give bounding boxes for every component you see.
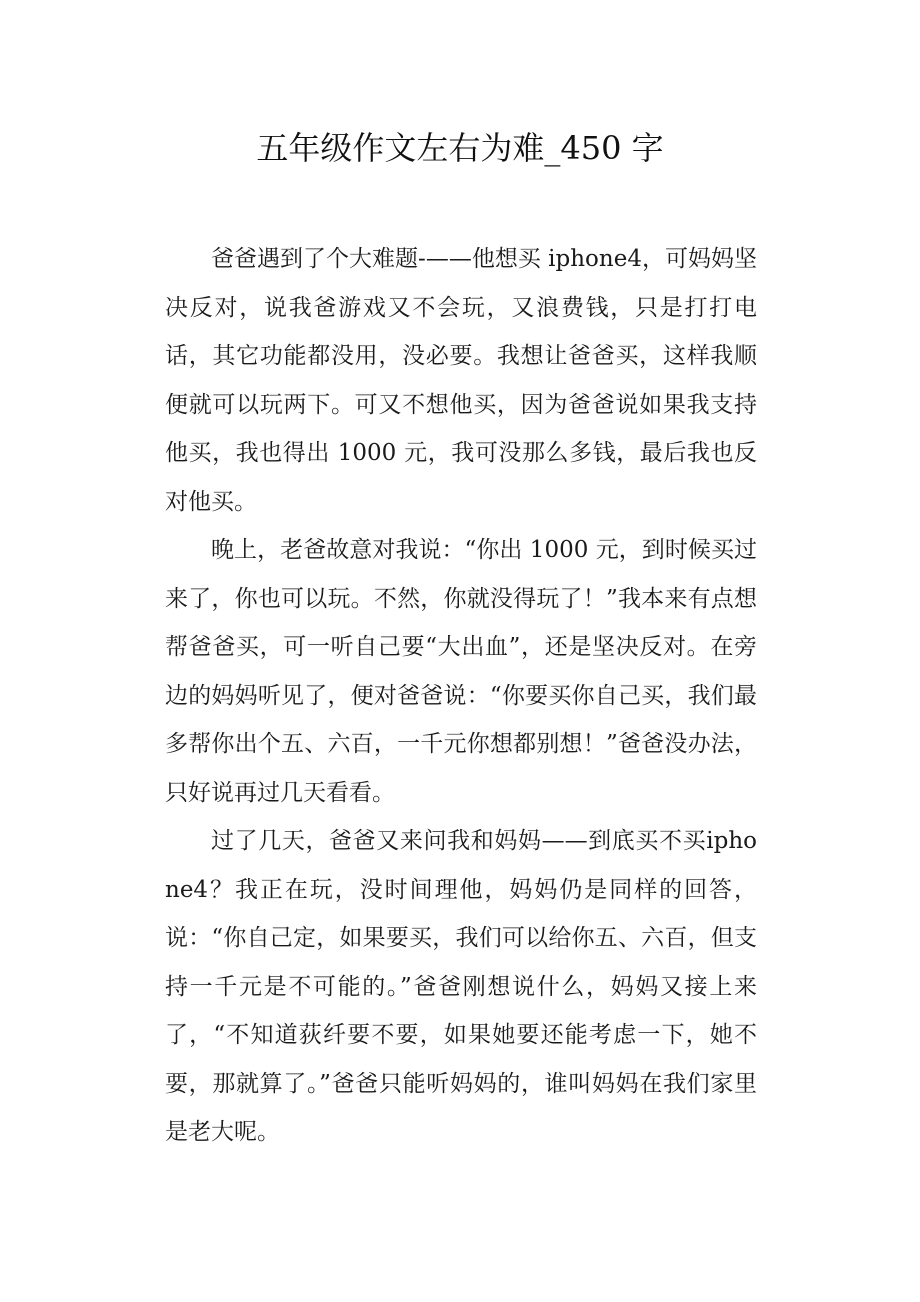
paragraph: 爸爸遇到了个大难题-——他想买 iphone4，可妈妈坚决反对，说我爸游戏又不会玩，又浪费钱，只是打打电话，其它功能都没用，没必要。我想让爸爸买，这样我顺便就可以玩两下。可又不想他买，因为爸爸说如果我支持他买，我也得出 1000 元，我可没那么多钱，最后我也反对他买。 [165,246,757,515]
paragraph: 晚上，老爸故意对我说：“你出 1000 元，到时候买过来了，你也可以玩。不然，你就没得玩了！”我本来有点想帮爸爸买，可一听自己要“大出血”，还是坚决反对。在旁边的妈妈听见了，便对爸爸说：“你要买你自己买，我们最多帮你出个五、六百，一千元你想都别想！”爸爸没办法，只好说再过几天看看。 [165,537,757,806]
document-title: 五年级作文左右为难_450 字 [256,129,664,167]
paragraph: 过了几天，爸爸又来问我和妈妈——到底买不买iphone4？我正在玩，没时间理他，妈妈仍是同样的回答，说：“你自己定，如果要买，我们可以给你五、六百，但支持一千元是不可能的。”爸爸刚想说什么，妈妈又接上来了，“不知道荻纤要不要，如果她要还能考虑一下，她不要，那就算了。”爸爸只能听妈妈的，谁叫妈妈在我们家里是老大呢。 [165,828,757,1145]
document-body [165,235,757,1157]
